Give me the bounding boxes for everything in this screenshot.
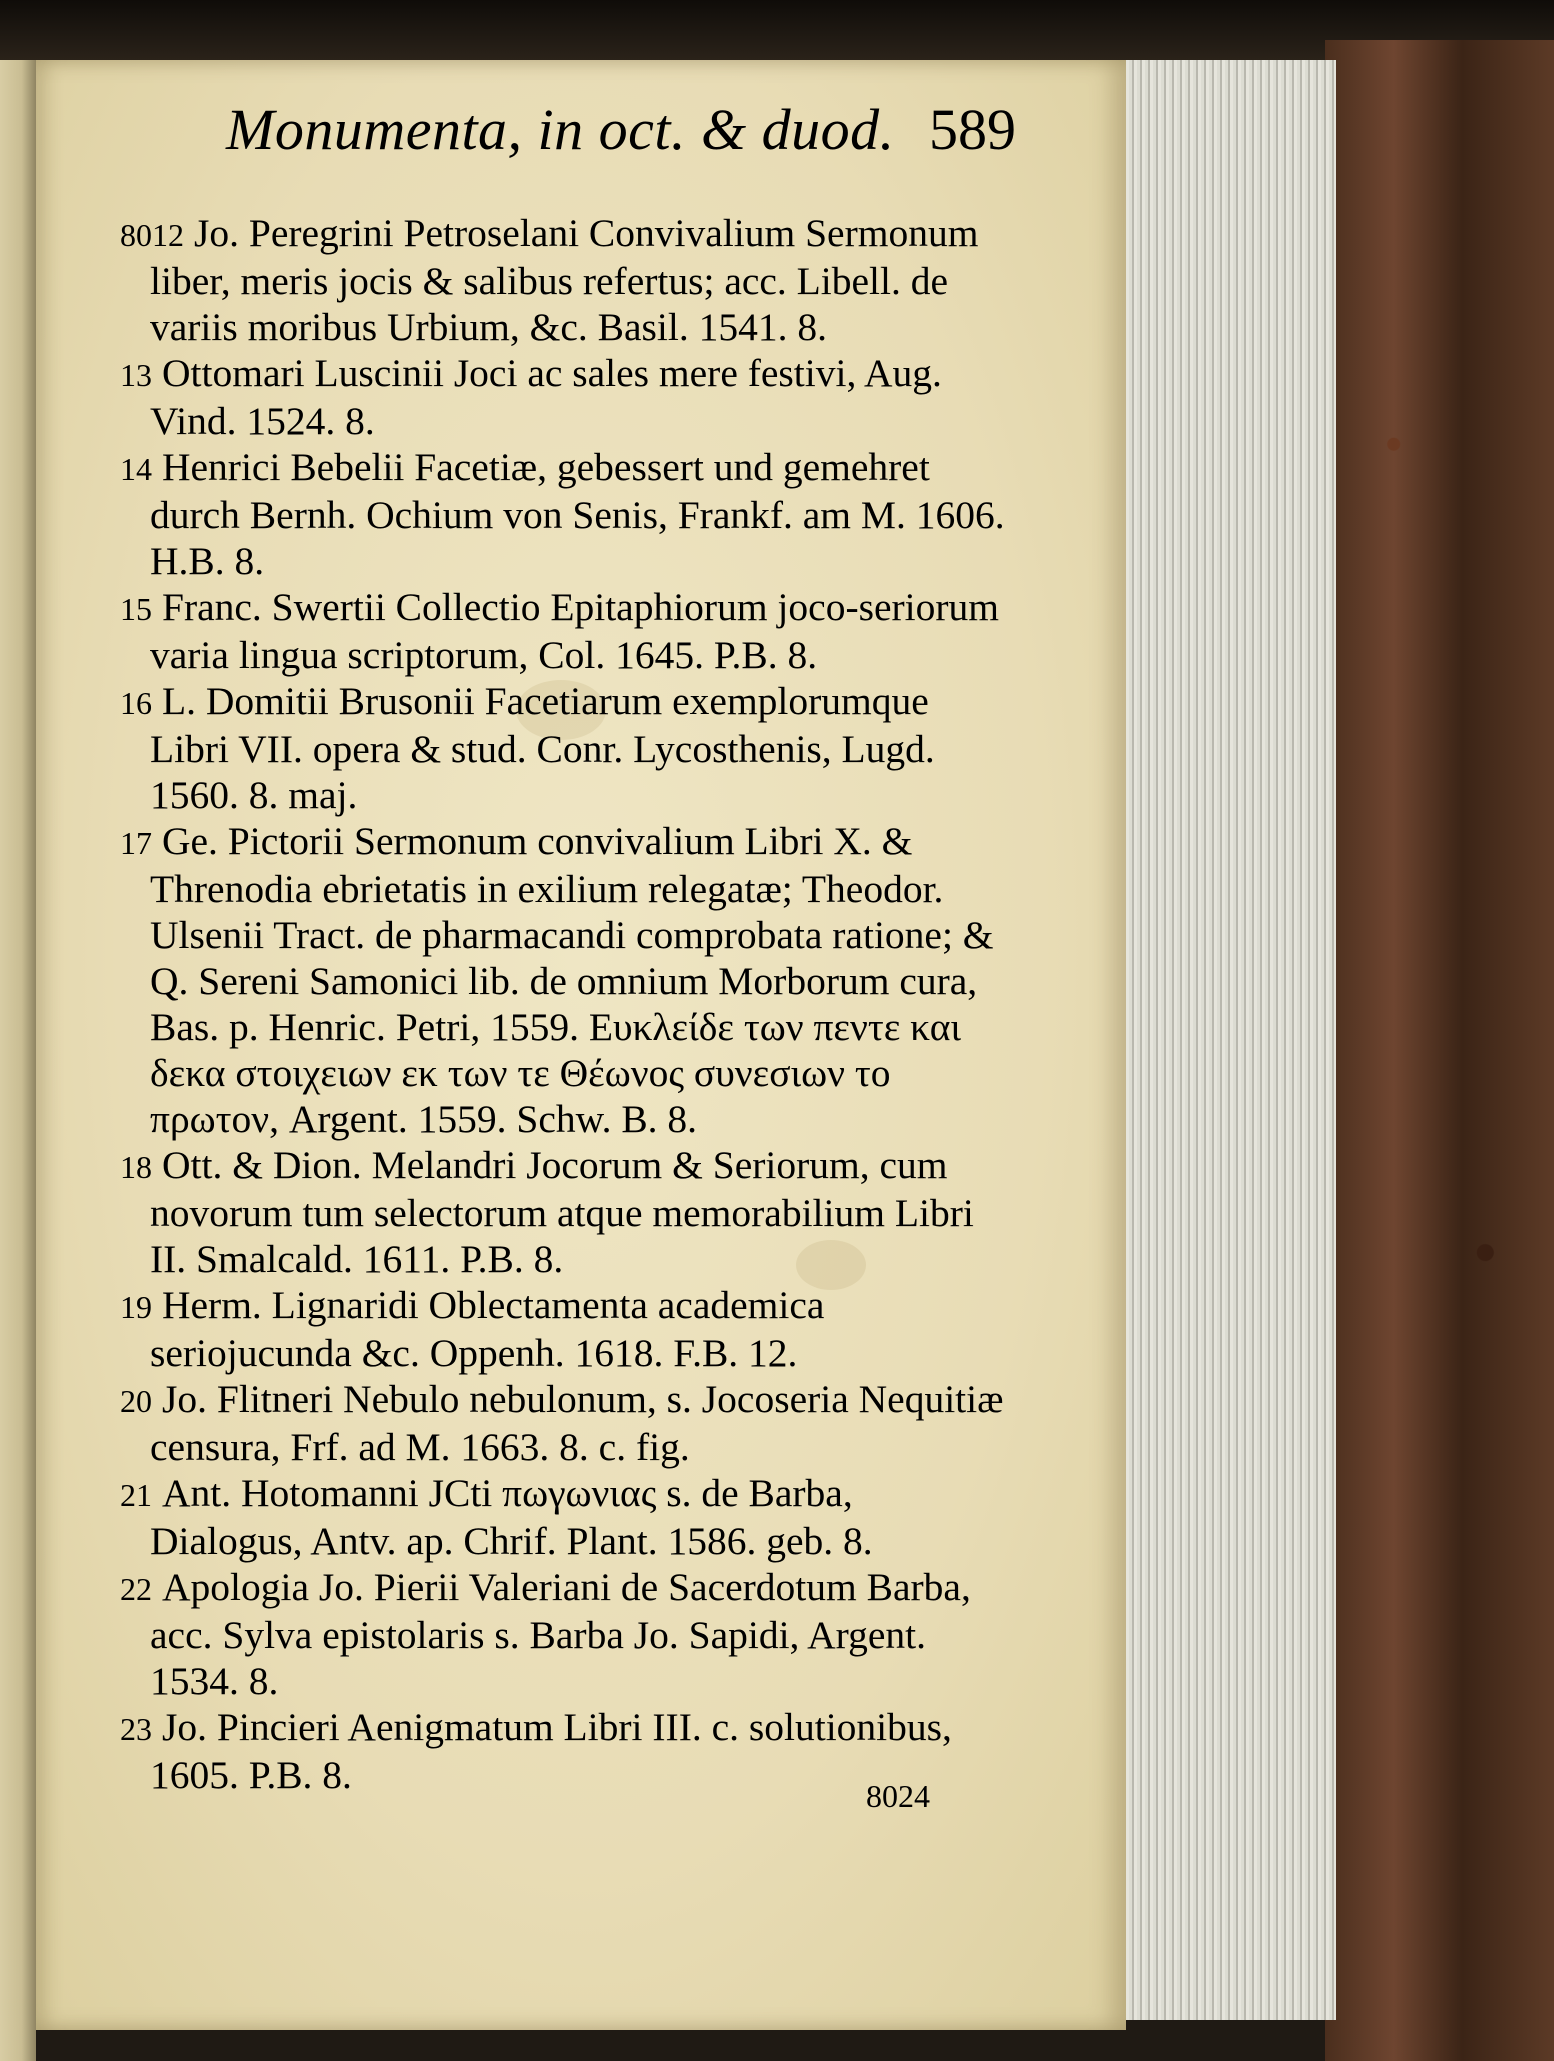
entry-number: 19 [120,1289,152,1325]
entry-number: 16 [120,685,152,721]
entry-number: 23 [120,1711,152,1747]
catchword: 8024 [866,1778,930,1814]
entry-text: Ge. Pictorii Sermonum convivalium Libri X. & Threnodia ebrietatis in exilium relegatæ; Theodor. Ulsenii Tract. de pharmacandi comprobata ratione; & Q. Sereni Samonici lib. de omnium Morborum cura, Bas. p. Henric. Petri, 1559. Ευκλείδε των πεντε και δεκα στοιχειων εκ των τε Θέωνος συνεσιων το πρωτον, Argent. 1559. Schw. B. 8. [150,819,994,1141]
bibliography-entry [120,210,1010,350]
entry-text: Jo. Flitneri Nebulo nebulonum, s. Jocoseria Nequitiæ censura, Frf. ad M. 1663. 8. c. fig. [150,1377,1004,1469]
page-header [226,96,1016,206]
bibliography-entry [120,350,1010,444]
entry-text: Jo. Pincieri Aenigmatum Libri III. c. solutionibus, 1605. P.B. 8. [150,1705,952,1797]
entry-number: 20 [120,1383,152,1419]
entry-text: Henrici Bebelii Facetiæ, gebessert und gemehret durch Bernh. Ochium von Senis, Frankf. am M. 1606. H.B. 8. [150,445,1005,583]
entry-number: 17 [120,825,152,861]
entry-text: Ottomari Luscinii Joci ac sales mere festivi, Aug. Vind. 1524. 8. [150,351,942,443]
entry-text: Herm. Lignaridi Oblectamenta academica seriojucunda &c. Oppenh. 1618. F.B. 12. [150,1283,825,1375]
entry-text: Apologia Jo. Pierii Valeriani de Sacerdotum Barba, acc. Sylva epistolaris s. Barba Jo. Sapidi, Argent. 1534. 8. [150,1565,971,1703]
scan-background-top [0,0,1554,60]
bibliography-list [120,210,1010,1798]
entry-number: 18 [120,1149,152,1185]
entry-number: 8012 [120,217,184,253]
entry-number: 21 [120,1477,152,1513]
page-number: 589 [929,97,1016,162]
bibliography-entry [120,1564,1010,1704]
bibliography-entry [120,584,1010,678]
bibliography-entry [120,818,1010,1142]
entry-text: L. Domitii Brusonii Facetiarum exemplorumque Libri VII. opera & stud. Conr. Lycosthenis, Lugd. 1560. 8. maj. [150,679,935,817]
entry-number: 22 [120,1571,152,1607]
entry-number: 14 [120,451,152,487]
bibliography-entry [120,678,1010,818]
bibliography-entry [120,1282,1010,1376]
bibliography-entry [120,444,1010,584]
bibliography-entry [120,1376,1010,1470]
entry-text: Ant. Hotomanni JCti πωγωνιας s. de Barba, Dialogus, Antv. ap. Chrif. Plant. 1586. geb. 8. [150,1471,873,1563]
running-title: Monumenta, in oct. & duod. [226,97,895,162]
entry-text: Franc. Swertii Collectio Epitaphiorum joco-seriorum varia lingua scriptorum, Col. 1645. P.B. 8. [150,585,1000,677]
entry-text: Jo. Peregrini Petroselani Convivalium Sermonum liber, meris jocis & salibus refertus; acc. Libell. de variis moribus Urbium, &c. Basil. 1541. 8. [150,211,979,349]
entry-number: 15 [120,591,152,627]
bibliography-entry [120,1470,1010,1564]
book-binding [1325,40,1554,2061]
bibliography-entry [120,1142,1010,1282]
facing-page-edge [0,60,36,2061]
entry-text: Ott. & Dion. Melandri Jocorum & Seriorum, cum novorum tum selectorum atque memorabilium Libri II. Smalcald. 1611. P.B. 8. [150,1143,974,1281]
page-edges [1120,60,1336,2020]
entry-number: 13 [120,357,152,393]
